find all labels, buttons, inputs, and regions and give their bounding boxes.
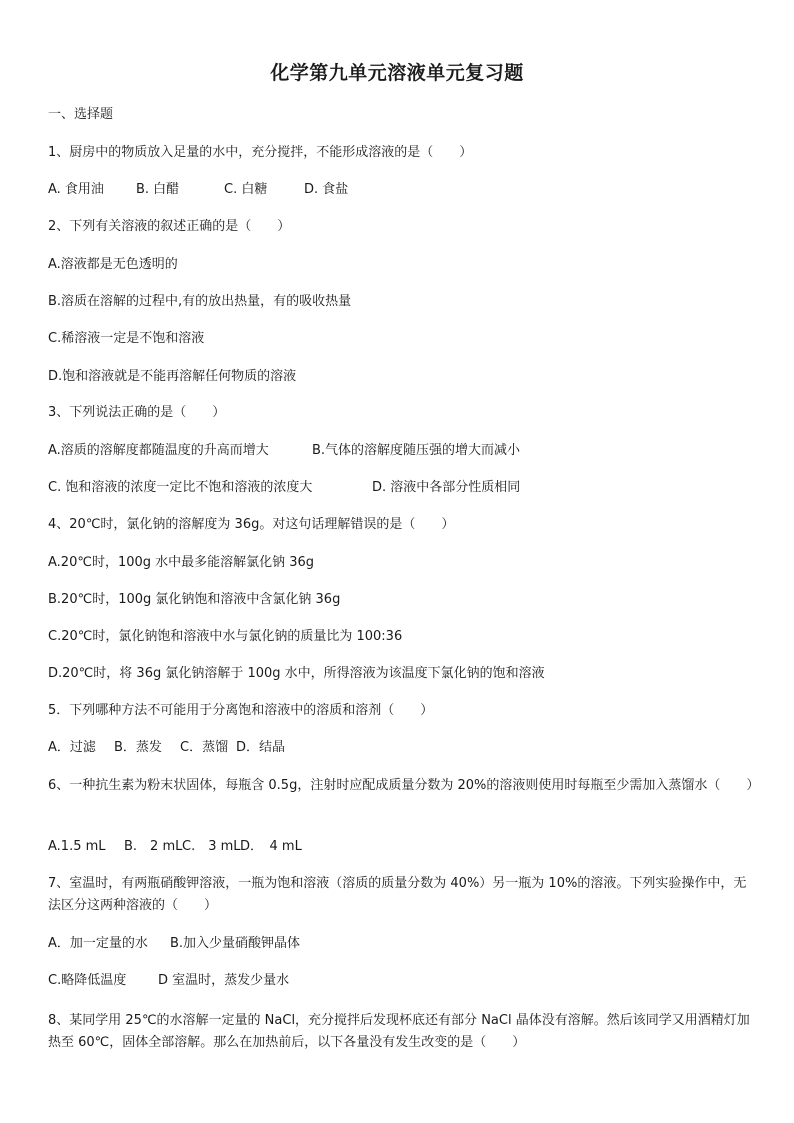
question-5-stem: 5．下列哪种方法不可能用于分离饱和溶液中的溶质和溶剂（ ） [48, 703, 434, 718]
question-1-option-b: B. 白醋 [136, 182, 180, 197]
question-5-options [48, 737, 754, 759]
question-3-option-c: C. 饱和溶液的浓度一定比不饱和溶液的浓度大 [48, 480, 313, 495]
question-5-option-b: B．蒸发 [114, 740, 162, 755]
question-7-option-c: C.略降低温度 [48, 973, 127, 988]
question-1-options [48, 179, 754, 201]
question-6-option-c: C. 3 mL [182, 839, 241, 854]
question-3-stem: 3、下列说法正确的是（ ） [48, 405, 226, 420]
question-4-option-d: D.20℃时，将 36g 氯化钠溶解于 100g 水中，所得溶液为该温度下氯化钠的饱和溶液 [48, 666, 545, 681]
question-1-option-c: C. 白糖 [224, 182, 268, 197]
question-7-option-d: D 室温时，蒸发少量水 [158, 973, 290, 988]
question-6-stem: 6、一种抗生素为粉末状固体，每瓶含 0.5g，注射时应配成质量分数为 20%的溶液则使用时每瓶至少需加入蒸馏水（ ） [48, 778, 760, 793]
section-heading: 一、选择题 [48, 107, 114, 122]
page-title: 化学第九单元溶液单元复习题 [270, 62, 524, 84]
question-4-stem: 4、20℃时，氯化钠的溶解度为 36g。对这句话理解错误的是（ ） [48, 517, 455, 532]
question-6-option-d: D． 4 mL [240, 839, 302, 854]
question-1-option-d: D. 食盐 [304, 182, 349, 197]
question-7-option-a: A．加一定量的水 [48, 936, 148, 951]
question-7-options-row2 [48, 970, 754, 992]
question-2-option-c: C.稀溶液一定是不饱和溶液 [48, 331, 205, 346]
question-1-stem: 1、厨房中的物质放入足量的水中，充分搅拌，不能形成溶液的是（ ） [48, 145, 473, 160]
question-3-option-b: B.气体的溶解度随压强的增大而减小 [312, 443, 521, 458]
question-3-options-row1 [48, 440, 754, 462]
question-5-option-c: C．蒸馏 [180, 740, 229, 755]
question-2-stem: 2、下列有关溶液的叙述正确的是（ ） [48, 219, 291, 234]
question-2-option-d: D.饱和溶液就是不能再溶解任何物质的溶液 [48, 369, 297, 384]
question-4-option-c: C.20℃时，氯化钠饱和溶液中水与氯化钠的质量比为 100:36 [48, 629, 403, 644]
question-1-option-a: A. 食用油 [48, 182, 104, 197]
question-3-options-row2 [48, 477, 754, 499]
question-8-stem: 8、某同学用 25℃的水溶解一定量的 NaCl，充分搅拌后发现杯底还有部分 NaCl 晶体没有溶解。然后该同学又用酒精灯加热至 60℃，固体全部溶解。那么在加热前后，以下各量没有发生改变的是（ ） [48, 1013, 750, 1050]
question-5-option-d: D．结晶 [236, 740, 286, 755]
question-7-stem: 7、室温时，有两瓶硝酸钾溶液，一瓶为饱和溶液（溶质的质量分数为 40%）另一瓶为 10%的溶液。下列实验操作中，无法区分这两种溶液的（ ） [48, 876, 747, 913]
question-4-option-b: B.20℃时，100g 氯化钠饱和溶液中含氯化钠 36g [48, 592, 341, 607]
question-5-option-a: A．过滤 [48, 740, 96, 755]
question-2-option-b: B.溶质在溶解的过程中,有的放出热量，有的吸收热量 [48, 294, 352, 309]
question-2-option-a: A.溶液都是无色透明的 [48, 257, 178, 272]
question-7-options-row1 [48, 933, 754, 955]
question-7-option-b: B.加入少量硝酸钾晶体 [170, 936, 301, 951]
question-6-options [48, 836, 754, 858]
question-3-option-d: D. 溶液中各部分性质相同 [372, 480, 521, 495]
question-6-option-b: B. 2 mL [124, 839, 183, 854]
question-3-option-a: A.溶质的溶解度都随温度的升高而增大 [48, 443, 269, 458]
question-6-option-a: A.1.5 mL [48, 839, 106, 854]
question-4-option-a: A.20℃时，100g 水中最多能溶解氯化钠 36g [48, 555, 315, 570]
